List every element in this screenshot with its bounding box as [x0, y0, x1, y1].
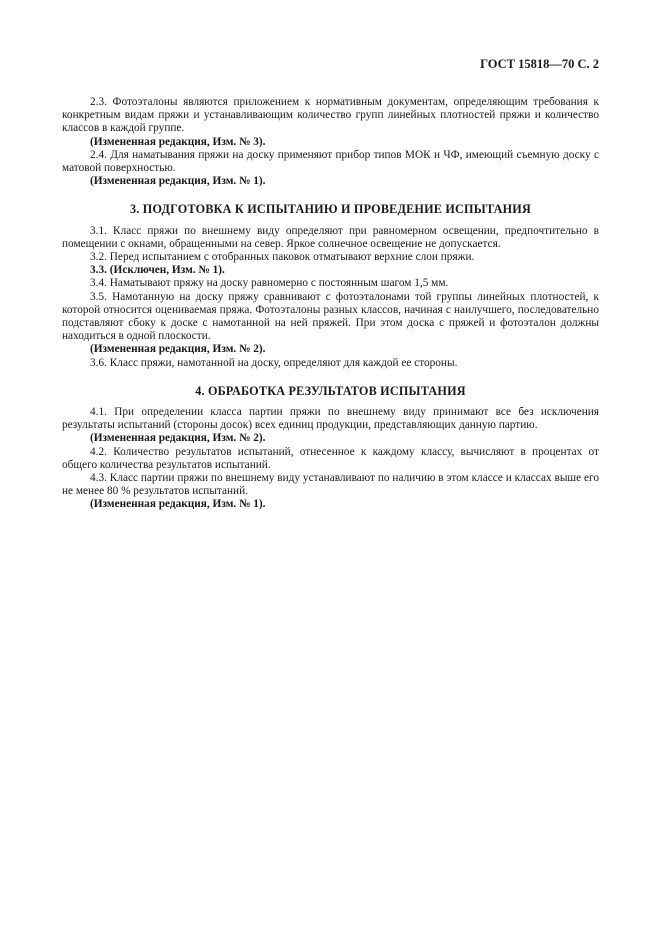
section-3	[62, 225, 599, 370]
paragraph-4-1: 4.1. При определении класса партии пряжи по внешнему виду принимают все без исключения результаты испытаний (стороны досок) всех единиц продукции, представляющих данную партию.	[62, 406, 599, 432]
section-4-title: 4. ОБРАБОТКА РЕЗУЛЬТАТОВ ИСПЫТАНИЯ	[195, 383, 466, 398]
paragraph-3-1: 3.1. Класс пряжи по внешнему виду определяют при равномерном освещении, предпочтительно в помещении с окнами, обращенными на север. Яркое солнечное освещение не допускается.	[62, 224, 599, 250]
paragraph-2-3: 2.3. Фотоэталоны являются приложением к нормативным документам, определяющим требования к конкретным видам пряжи и устанавливающим количество групп линейных плотностей пряжи и количество классов в каждой группе.	[62, 96, 599, 135]
paragraph-3-4: 3.4. Наматывают пряжу на доску равномерно с постоянным шагом 1,5 мм.	[90, 277, 449, 290]
amendment-note-2-3: (Измененная редакция, Изм. № 3).	[90, 135, 266, 148]
paragraph-3-6: 3.6. Класс пряжи, намотанной на доску, определяют для каждой ее стороны.	[90, 356, 458, 369]
paragraph-3-5: 3.5. Намотанную на доску пряжу сравнивают с фотоэталонами той группы линейных плотностей, к которой относится оцениваемая пряжа. Фотоэталоны разных классов, начиная с наилучшего, последовательно подставляют сбоку к доске с намотанной на ней пряжей. При этом доска с пряжей и фотоэталон должны находиться в одной плоскости.	[62, 290, 599, 343]
paragraph-2-4: 2.4. Для наматывания пряжи на доску применяют прибор типов МОК и ЧФ, имеющий съемную доску с матовой поверхностью.	[62, 148, 599, 175]
amendment-note-3-5: (Измененная редакция, Изм. № 2).	[90, 343, 266, 356]
paragraph-4-3: 4.3. Класс партии пряжи по внешнему виду устанавливают по наличию в этом классе и классах выше его не менее 80 % результатов испытаний.	[62, 472, 599, 498]
paragraph-3-2: 3.2. Перед испытанием с отобранных паковок отматывают верхние слои пряжи.	[90, 251, 475, 264]
section-3-title: 3. ПОДГОТОВКА К ИСПЫТАНИЮ И ПРОВЕДЕНИЕ ИСПЫТАНИЯ	[130, 202, 531, 217]
paragraph-4-2: 4.2. Количество результатов испытаний, отнесенное к каждому классу, вычисляют в процентах от общего количества результатов испытаний.	[62, 445, 599, 471]
page-header: ГОСТ 15818—70 С. 2	[480, 57, 599, 71]
amendment-note-4-3: (Измененная редакция, Изм. № 1).	[90, 498, 266, 511]
amendment-note-4-1: (Измененная редакция, Изм. № 2).	[90, 432, 266, 445]
paragraph-3-3: 3.3. (Исключен, Изм. № 1).	[90, 264, 225, 277]
amendment-note-2-4: (Измененная редакция, Изм. № 1).	[90, 175, 266, 188]
document-page	[62, 58, 599, 512]
intro-section	[62, 96, 599, 188]
section-4	[62, 406, 599, 512]
